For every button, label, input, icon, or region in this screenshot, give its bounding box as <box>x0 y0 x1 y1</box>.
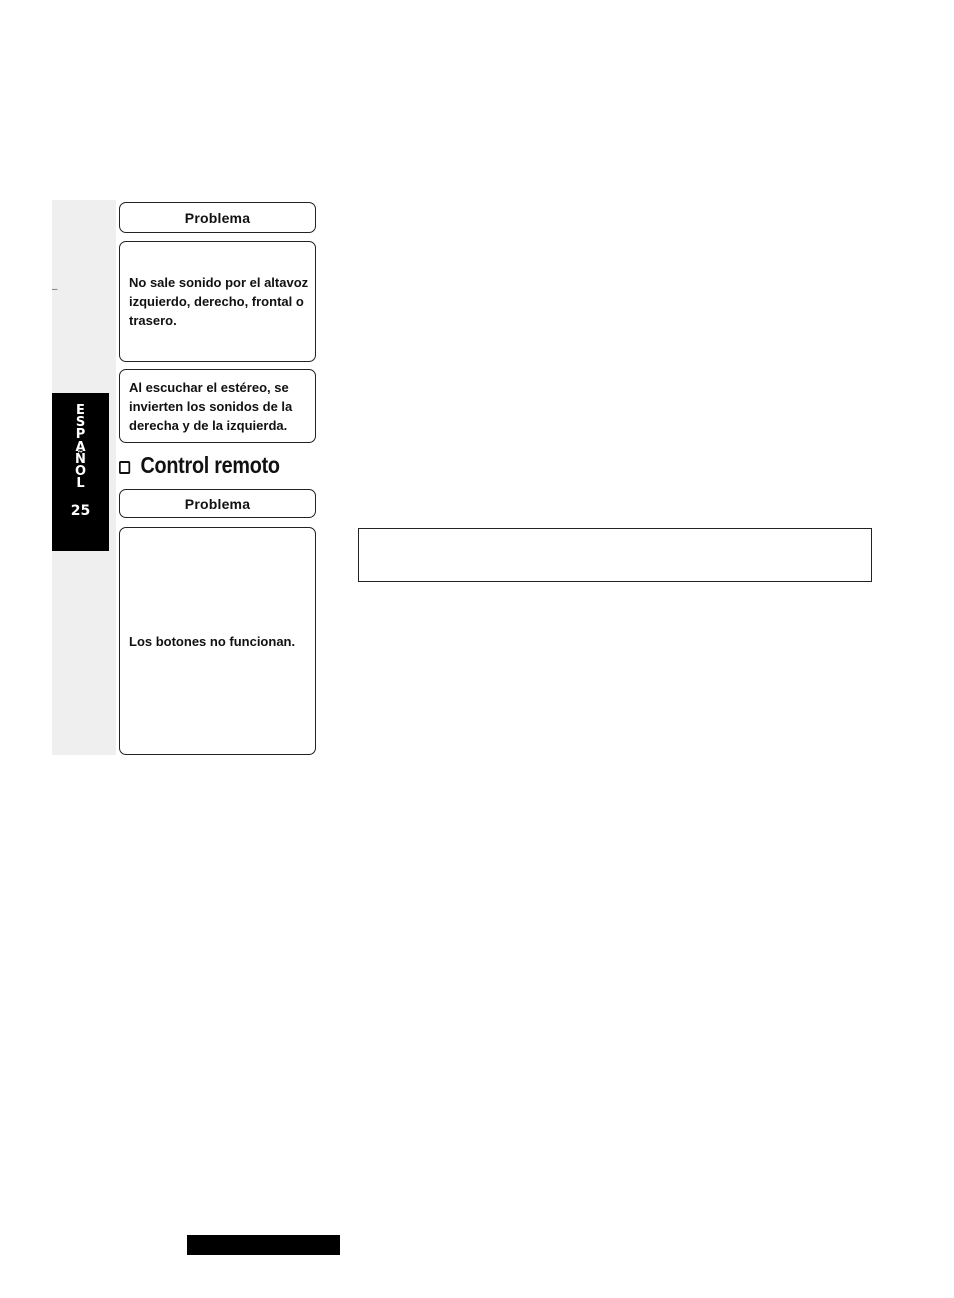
problem-header <box>119 202 316 233</box>
tab-letter: P <box>75 427 86 443</box>
empty-frame <box>358 528 872 582</box>
problem-cell <box>119 241 316 362</box>
page-number: 25 <box>70 503 91 520</box>
footer-bar <box>187 1235 340 1255</box>
tab-letter: S <box>75 415 86 431</box>
language-tab <box>52 393 109 551</box>
tab-letter: Ñ <box>75 451 86 467</box>
square-bullet-icon <box>119 461 130 474</box>
problem-text: No sale sonido por el altavoz izquierdo, derecho, frontal o trasero. <box>129 275 309 328</box>
margin-dash: – <box>52 284 58 295</box>
problem-header-label: Problema <box>184 209 251 226</box>
tab-letter: E <box>76 403 85 418</box>
problem-cell <box>119 527 316 755</box>
problem-header <box>119 489 316 518</box>
problem-header-label: Problema <box>184 495 251 512</box>
tab-letter: A <box>75 439 86 455</box>
section-heading-text: Control remoto <box>140 451 280 478</box>
problem-cell <box>119 369 316 443</box>
tab-letter: L <box>76 476 85 492</box>
section-heading <box>119 449 280 481</box>
problem-text: Los botones no funcionan. <box>129 633 296 649</box>
tab-letter: O <box>74 464 87 480</box>
problem-text: Al escuchar el estéreo, se invierten los sonidos de la derecha y de la izquierda. <box>129 380 293 433</box>
